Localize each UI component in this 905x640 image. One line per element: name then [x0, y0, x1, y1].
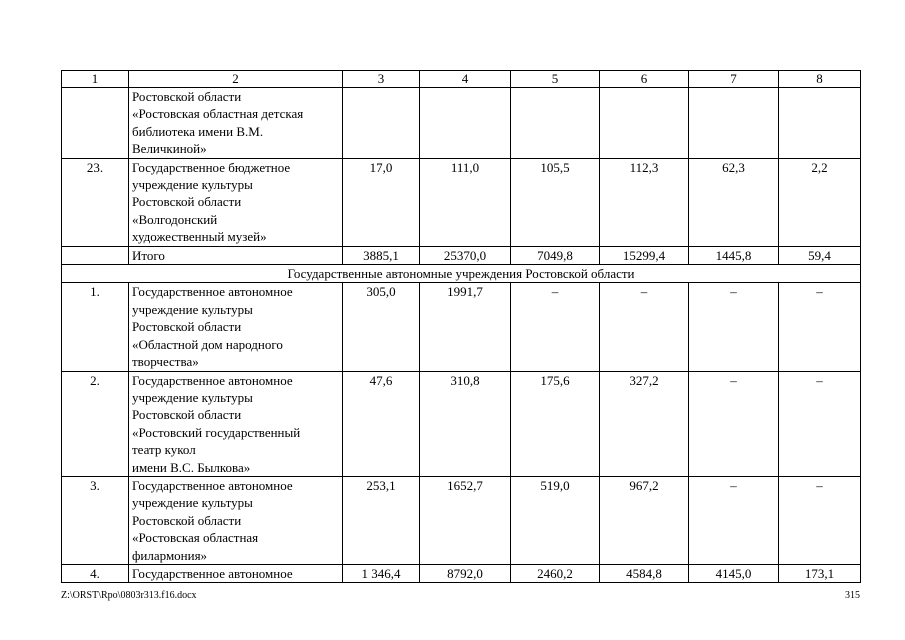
- value-cell-col3: 17,0: [343, 158, 420, 246]
- header-cell: 1: [62, 71, 129, 88]
- name-line: учреждение культуры: [132, 177, 253, 193]
- value-cell-col3: 253,1: [343, 476, 420, 564]
- row-number: 3.: [62, 476, 129, 564]
- header-cell: 4: [420, 71, 511, 88]
- table-row: [62, 158, 861, 246]
- row-number: 1.: [62, 283, 129, 371]
- institution-name: [129, 476, 343, 564]
- value-cell-col8: 2,2: [779, 158, 861, 246]
- institution-name: [129, 371, 343, 476]
- name-line: Итого: [132, 247, 165, 263]
- value-cell-col7: –: [689, 476, 779, 564]
- name-line: имени В.С. Былкова»: [132, 459, 251, 475]
- name-line: «Ростовская областная детская: [132, 106, 304, 122]
- name-line: художественный музей»: [132, 229, 267, 245]
- row-number: 23.: [62, 158, 129, 246]
- value-cell-col8: 173,1: [779, 564, 861, 582]
- institution-name: [129, 283, 343, 371]
- value-cell-col4: [420, 88, 511, 159]
- value-cell-col5: 105,5: [511, 158, 600, 246]
- table-row: [62, 564, 861, 582]
- value-cell-col3: 305,0: [343, 283, 420, 371]
- name-line: Ростовской области: [132, 319, 242, 335]
- table-header-row: [62, 71, 861, 88]
- value-cell-col3: 1 346,4: [343, 564, 420, 582]
- table-row: [62, 476, 861, 564]
- row-number: [62, 246, 129, 264]
- value-cell-col3: 3885,1: [343, 246, 420, 264]
- value-cell-col6: 327,2: [600, 371, 689, 476]
- name-line: Государственное автономное: [132, 372, 293, 388]
- value-cell-col5: 519,0: [511, 476, 600, 564]
- header-cell: 8: [779, 71, 861, 88]
- value-cell-col4: 8792,0: [420, 564, 511, 582]
- footer-page-number: 315: [845, 590, 860, 601]
- name-line: «Волгодонский: [132, 211, 218, 227]
- value-cell-col5: 2460,2: [511, 564, 600, 582]
- value-cell-col6: –: [600, 283, 689, 371]
- value-cell-col6: 4584,8: [600, 564, 689, 582]
- header-cell: 6: [600, 71, 689, 88]
- institution-name: [129, 158, 343, 246]
- table-row: [62, 371, 861, 476]
- name-line: «Областной дом народного: [132, 336, 283, 352]
- name-line: Ростовской области: [132, 407, 242, 423]
- row-number: 4.: [62, 564, 129, 582]
- value-cell-col8: –: [779, 283, 861, 371]
- section-header-row: [62, 265, 861, 283]
- row-number: 2.: [62, 371, 129, 476]
- name-line: филармония»: [132, 547, 208, 563]
- header-cell: 7: [689, 71, 779, 88]
- value-cell-col7: –: [689, 371, 779, 476]
- value-cell-col7: 1445,8: [689, 246, 779, 264]
- name-line: Ростовской области: [132, 89, 242, 104]
- name-line: «Ростовский государственный: [132, 424, 301, 440]
- name-line: театр кукол: [132, 442, 196, 458]
- value-cell-col7: –: [689, 283, 779, 371]
- value-cell-col3: 47,6: [343, 371, 420, 476]
- value-cell-col7: 62,3: [689, 158, 779, 246]
- value-cell-col4: 1991,7: [420, 283, 511, 371]
- value-cell-col6: [600, 88, 689, 159]
- name-line: Ростовской области: [132, 512, 242, 528]
- value-cell-col4: 1652,7: [420, 476, 511, 564]
- value-cell-col7: 4145,0: [689, 564, 779, 582]
- table-row: [62, 283, 861, 371]
- name-line: учреждение культуры: [132, 389, 253, 405]
- name-line: Ростовской области: [132, 194, 242, 210]
- value-cell-col8: –: [779, 476, 861, 564]
- value-cell-col5: –: [511, 283, 600, 371]
- value-cell-col5: 7049,8: [511, 246, 600, 264]
- name-line: Государственное бюджетное: [132, 159, 291, 175]
- header-cell: 2: [129, 71, 343, 88]
- value-cell-col4: 310,8: [420, 371, 511, 476]
- name-line: Государственное автономное: [132, 477, 293, 493]
- value-cell-col8: –: [779, 371, 861, 476]
- value-cell-col5: 175,6: [511, 371, 600, 476]
- institution-name: [129, 246, 343, 264]
- row-number: [62, 88, 129, 159]
- name-line: Государственное автономное: [132, 284, 293, 300]
- value-cell-col6: 15299,4: [600, 246, 689, 264]
- value-cell-col8: 59,4: [779, 246, 861, 264]
- name-line: учреждение культуры: [132, 301, 253, 317]
- value-cell-col6: 112,3: [600, 158, 689, 246]
- footer-file-path: Z:\ORST\Rpo\0803r313.f16.docx: [61, 590, 197, 601]
- total-row: [62, 246, 861, 264]
- table-body: [62, 71, 861, 583]
- name-line: библиотека имени В.М.: [132, 123, 264, 139]
- header-cell: 3: [343, 71, 420, 88]
- institution-name: [129, 564, 343, 582]
- name-line: творчества»: [132, 354, 199, 370]
- value-cell-col4: 111,0: [420, 158, 511, 246]
- value-cell-col8: [779, 88, 861, 159]
- institution-name: [129, 88, 343, 159]
- data-table: [61, 70, 861, 583]
- name-line: Величкиной»: [132, 141, 207, 157]
- value-cell-col6: 967,2: [600, 476, 689, 564]
- header-cell: 5: [511, 71, 600, 88]
- value-cell-col3: [343, 88, 420, 159]
- section-title: Государственные автономные учреждения Ростовской области: [62, 265, 861, 283]
- name-line: «Ростовская областная: [132, 530, 259, 546]
- table-row: [62, 88, 861, 159]
- value-cell-col7: [689, 88, 779, 159]
- value-cell-col5: [511, 88, 600, 159]
- name-line: Государственное автономное: [132, 565, 293, 581]
- value-cell-col4: 25370,0: [420, 246, 511, 264]
- name-line: учреждение культуры: [132, 495, 253, 511]
